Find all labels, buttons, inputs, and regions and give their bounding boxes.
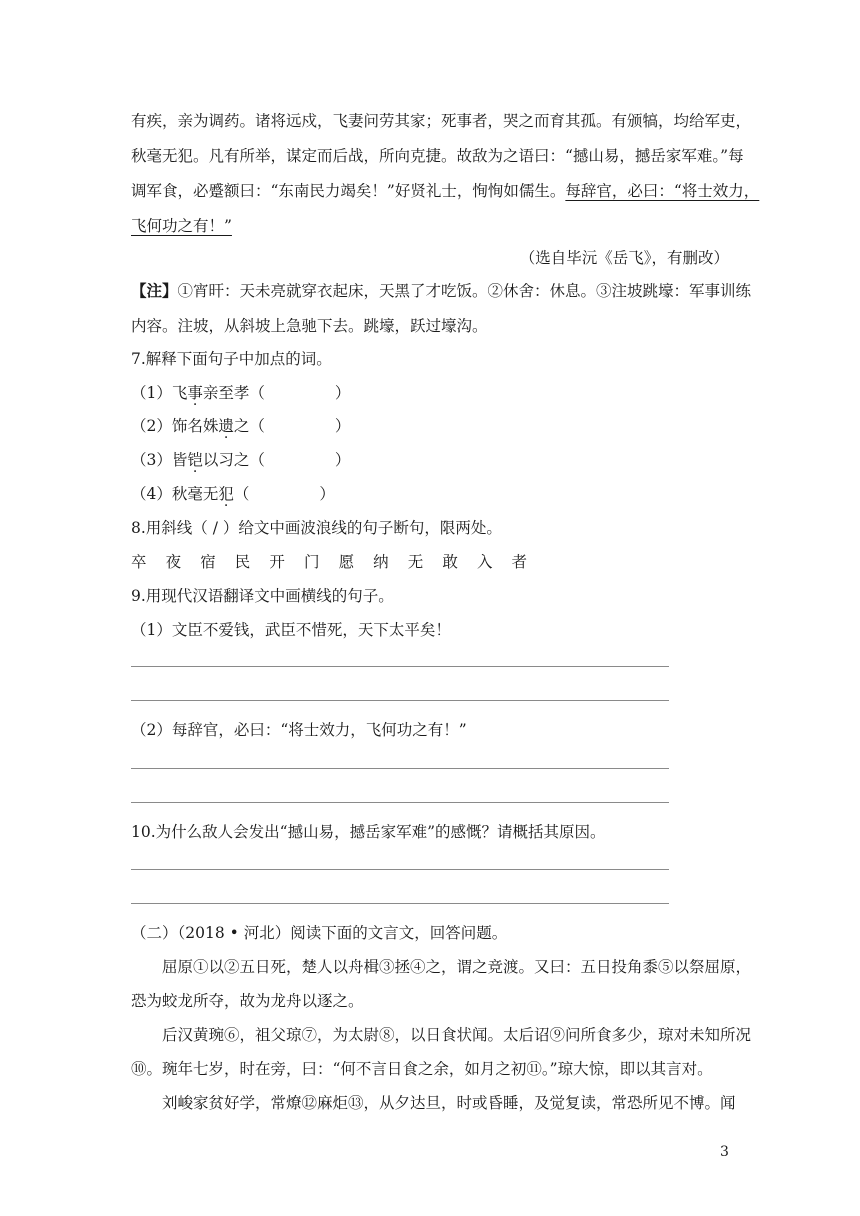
- question-7-title: 7.解释下面句子中加点的词。: [131, 350, 332, 368]
- answer-line[interactable]: [131, 666, 669, 667]
- sentence-char[interactable]: 夜: [165, 553, 182, 571]
- sentence-char[interactable]: 者: [511, 553, 528, 571]
- question-7-item: （3）皆铠以习之（ ）: [131, 451, 351, 469]
- question-9-title: 9.用现代汉语翻译文中画横线的句子。: [131, 587, 394, 605]
- passage-line: ⑩。琬年七岁，时在旁，曰：“何不言日食之余，如月之初⑪。”琼大惊，即以其言对。: [131, 1060, 713, 1078]
- passage-line: 秋毫无犯。凡有所举，谋定而后战，所向克捷。故敌为之语曰：“撼山易，撼岳家军难。”每: [131, 147, 744, 165]
- dotted-word: 铠: [187, 451, 203, 469]
- answer-line[interactable]: [131, 768, 669, 769]
- dotted-word: 事: [187, 384, 203, 402]
- punctuation-sentence: [131, 552, 546, 572]
- sentence-char[interactable]: 敢: [442, 553, 458, 571]
- section-header: （二）（2018 • 河北）阅读下面的文言文，回答问题。: [131, 924, 508, 942]
- question-10-title: 10.为什么敌人会发出“撼山易，撼岳家军难”的感慨？请概括其原因。: [131, 823, 606, 841]
- sentence-char[interactable]: 开: [269, 553, 285, 571]
- question-9-item: （1）文臣不爱钱，武臣不惜死，天下太平矣！: [131, 621, 451, 639]
- page-number: 3: [720, 1144, 729, 1160]
- note-line: 内容。注坡，从斜坡上急驰下去。跳壕，跃过壕沟。: [131, 317, 488, 335]
- passage-line: [131, 216, 232, 236]
- question-8-title: 8.用斜线（ / ）给文中画波浪线的句子断句，限两处。: [131, 519, 502, 537]
- passage-line: 后汉黄琬⑥，祖父琼⑦，为太尉⑧，以日食状闻。太后诏⑨问所食多少，琼对未知所况: [162, 1026, 752, 1044]
- sentence-char[interactable]: 无: [407, 553, 424, 571]
- question-7-item: （4）秋毫无犯（ ）: [131, 485, 335, 503]
- passage-line: 恐为蛟龙所夺，故为龙舟以逐之。: [131, 992, 364, 1010]
- sentence-char[interactable]: 门: [303, 553, 320, 571]
- sentence-char[interactable]: 宿: [200, 553, 216, 571]
- question-7-item: （1）飞事亲至孝（ ）: [131, 384, 351, 402]
- sentence-char[interactable]: 入: [476, 553, 493, 571]
- dotted-word: 遗: [218, 417, 234, 435]
- answer-line[interactable]: [131, 869, 669, 870]
- note-text: ①宵旰：天未亮就穿衣起床，天黑了才吃饭。②休舍：休息。③注坡跳壕：军事训练: [177, 282, 752, 300]
- dotted-word: 犯: [218, 485, 234, 503]
- sentence-char[interactable]: 纳: [373, 553, 389, 571]
- passage-line: 屈原①以②五日死，楚人以舟楫③拯④之，谓之竞渡。又曰：五日投角黍⑤以祭屈原，: [162, 958, 752, 976]
- sentence-char[interactable]: 卒: [131, 553, 147, 571]
- answer-line[interactable]: [131, 802, 669, 803]
- passage-line: 刘峻家贫好学，常燎⑫麻炬⑬，从夕达旦，时或昏睡，及觉复读，常恐所见不博。闻: [162, 1094, 736, 1112]
- answer-line[interactable]: [131, 903, 669, 904]
- source-citation: （选自毕沅《岳飞》，有删改）: [519, 249, 729, 267]
- note-label: 【注】: [131, 281, 178, 300]
- underlined-sentence: 飞何功之有！”: [131, 217, 232, 235]
- passage-line: [131, 181, 759, 201]
- answer-line[interactable]: [131, 700, 669, 701]
- passage-text: 调军食，必蹙额曰：“东南民力竭矣！”好贤礼士，恂恂如儒生。: [131, 182, 566, 200]
- passage-line: 有疾，亲为调药。诸将远戍，飞妻问劳其家；死事者，哭之而育其孤。有颁犒，均给军吏，: [131, 112, 752, 130]
- question-7-item: （2）饰名姝遗之（ ）: [131, 417, 351, 435]
- note-line: [131, 281, 752, 301]
- sentence-char[interactable]: 民: [234, 553, 251, 571]
- question-9-item: （2）每辞官，必曰：“将士效力，飞何功之有！”: [131, 721, 467, 739]
- underlined-sentence: 每辞官，必曰：“将士效力，: [565, 182, 760, 200]
- sentence-char[interactable]: 愿: [338, 553, 355, 571]
